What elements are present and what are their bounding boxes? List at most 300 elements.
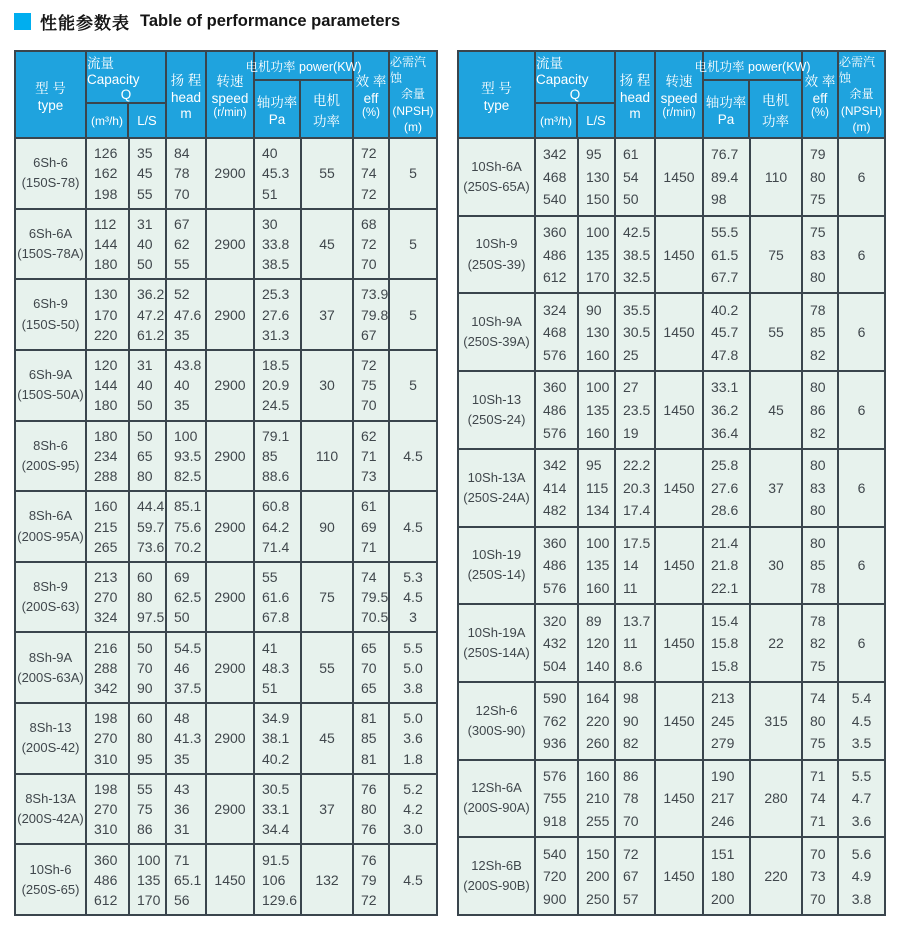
cell-value: 504	[543, 657, 567, 674]
header-npsh-l2: 余量	[400, 87, 425, 102]
cell-value: 67	[174, 215, 190, 232]
motor-power-cell: 110	[751, 139, 803, 215]
cell-value: 50	[623, 191, 639, 208]
capacity-m3h-cell	[536, 217, 579, 293]
cell-value: 3.8	[851, 890, 872, 907]
cell-value: 80	[810, 269, 826, 286]
shaft-power-cell	[704, 528, 751, 604]
shaft-power-cell	[255, 633, 302, 702]
npsh-cell	[839, 761, 884, 837]
model-code: (250S-39A)	[463, 334, 530, 350]
capacity-ls-cell	[579, 372, 616, 448]
efficiency-cell	[803, 217, 839, 293]
cell-value: 71	[174, 851, 190, 868]
cell-value: 30.5	[623, 324, 651, 341]
cell-value: 140	[586, 657, 610, 674]
head-cell	[616, 450, 656, 526]
header-head-en: head	[170, 89, 202, 105]
header-power-group	[245, 52, 362, 137]
head-cell	[616, 139, 656, 215]
model-cell	[16, 845, 87, 914]
cell-value: 220	[94, 326, 118, 343]
shaft-power-cell	[255, 845, 302, 914]
header-capacity-ls: L/S	[137, 113, 157, 128]
capacity-m3h-cell	[536, 528, 579, 604]
cell-value: 5.0	[403, 659, 423, 676]
header-head-unit: m	[180, 105, 192, 121]
npsh-cell: 4.5	[403, 871, 423, 888]
model-code: (250S-65)	[21, 881, 80, 897]
model-name: 10Sh-19A	[467, 624, 526, 640]
npsh-cell	[839, 838, 884, 914]
cell-value: 20.9	[262, 377, 290, 394]
cell-value: 98	[623, 690, 639, 707]
capacity-ls-cell	[130, 139, 167, 208]
model-name: 8Sh-6A	[28, 508, 73, 524]
cell-value: 279	[711, 735, 735, 752]
header-power-title: 电机功率 power(KW)	[255, 52, 352, 81]
cell-value: 3	[409, 609, 417, 626]
cell-value: 100	[586, 223, 610, 240]
model-cell	[459, 139, 536, 215]
cell-value: 54	[623, 168, 639, 185]
cell-value: 468	[543, 168, 567, 185]
model-name: 12Sh-6A	[471, 780, 522, 796]
table-body-left	[16, 137, 436, 914]
cell-value: 57	[623, 890, 639, 907]
header-power-subrow	[255, 81, 352, 137]
cell-value: 81	[361, 710, 377, 727]
cell-value: 5.4	[851, 690, 872, 707]
cell-value: 34.9	[262, 710, 290, 727]
cell-value: 64.2	[262, 518, 290, 535]
cell-value: 11	[623, 635, 638, 652]
cell-value: 310	[94, 821, 118, 838]
shaft-power-cell	[704, 217, 751, 293]
cell-value: 320	[543, 612, 567, 629]
cell-value: 33.8	[262, 235, 290, 252]
cell-value: 70	[174, 185, 190, 202]
motor-power-cell: 30	[751, 528, 803, 604]
header-head-column	[167, 52, 207, 137]
cell-value: 60.8	[262, 498, 290, 515]
cell-value: 76	[361, 780, 377, 797]
cell-value: 36.2	[137, 286, 165, 303]
speed-cell: 1450	[656, 683, 704, 759]
header-speed-en: speed	[660, 91, 698, 106]
cell-value: 5.0	[403, 710, 423, 727]
cell-value: 95	[586, 146, 602, 163]
capacity-m3h-cell	[536, 372, 579, 448]
table-row	[16, 702, 436, 773]
model-cell	[16, 563, 87, 632]
cell-value: 324	[94, 609, 118, 626]
cell-value: 82	[810, 424, 826, 441]
model-code: (150S-50)	[21, 316, 80, 332]
capacity-m3h-cell	[87, 704, 130, 773]
cell-value: 85	[810, 557, 826, 574]
header-model-zh: 型 号	[35, 80, 66, 96]
cell-value: 217	[711, 790, 735, 807]
cell-value: 198	[94, 710, 118, 727]
cell-value: 62	[361, 427, 377, 444]
cell-value: 62	[174, 235, 190, 252]
capacity-m3h-cell	[87, 280, 130, 349]
cell-value: 3.6	[403, 730, 423, 747]
cell-value: 75	[810, 657, 826, 674]
cell-value: 100	[174, 427, 198, 444]
motor-power-cell: 55	[751, 294, 803, 370]
header-eff-en: eff	[363, 91, 379, 106]
speed-cell: 2900	[207, 633, 255, 702]
npsh-cell: 6	[857, 324, 866, 341]
cell-value: 612	[543, 269, 567, 286]
cell-value: 900	[543, 890, 567, 907]
cell-value: 72	[361, 185, 377, 202]
table-row	[459, 681, 884, 759]
cell-value: 85	[262, 447, 278, 464]
cell-value: 95	[137, 750, 153, 767]
cell-value: 55	[137, 185, 153, 202]
cell-value: 310	[94, 750, 118, 767]
cell-value: 78	[810, 612, 826, 629]
model-code: (200S-90A)	[463, 800, 530, 816]
cell-value: 85	[361, 730, 377, 747]
npsh-cell: 6	[857, 557, 866, 574]
header-capacity-m3h: (m³/h)	[536, 104, 578, 137]
cell-value: 130	[586, 324, 610, 341]
model-cell	[459, 294, 536, 370]
cell-value: 70	[361, 397, 377, 414]
cell-value: 89	[586, 612, 602, 629]
model-code: (250S-65A)	[463, 178, 530, 194]
shaft-power-cell	[704, 761, 751, 837]
cell-value: 918	[543, 813, 567, 830]
cell-value: 67.7	[711, 269, 739, 286]
header-motor-power	[301, 81, 352, 137]
cell-value: 100	[586, 534, 610, 551]
model-name: 8Sh-9A	[28, 649, 73, 665]
motor-power-cell: 30	[302, 351, 354, 420]
shaft-power-cell	[704, 372, 751, 448]
cell-value: 61.2	[137, 326, 165, 343]
header-power-subrow	[704, 81, 801, 137]
npsh-cell: 5	[409, 165, 417, 182]
efficiency-cell	[354, 351, 390, 420]
cell-value: 70.5	[361, 609, 389, 626]
cell-value: 40.2	[262, 750, 290, 767]
cell-value: 70	[623, 813, 639, 830]
cell-value: 80	[810, 534, 826, 551]
shaft-power-cell	[255, 563, 302, 632]
cell-value: 126	[94, 145, 118, 162]
header-shaft-unit: Pa	[717, 112, 735, 127]
cell-value: 78	[810, 579, 826, 596]
capacity-m3h-cell	[536, 605, 579, 681]
npsh-cell: 6	[857, 479, 866, 496]
cell-value: 74	[361, 165, 377, 182]
cell-value: 75.6	[174, 518, 202, 535]
cell-value: 360	[543, 223, 567, 240]
header-capacity-q: Q	[569, 87, 581, 102]
motor-power-cell: 55	[302, 633, 354, 702]
motor-power-cell: 315	[751, 683, 803, 759]
header-speed-zh: 转速	[216, 74, 244, 89]
cell-value: 31	[174, 821, 190, 838]
efficiency-cell	[803, 683, 839, 759]
model-name: 6Sh-9A	[28, 367, 73, 383]
header-capacity-subrow	[536, 104, 614, 137]
cell-value: 160	[94, 498, 118, 515]
cell-value: 17.4	[623, 502, 651, 519]
shaft-power-cell	[255, 775, 302, 844]
cell-value: 198	[94, 780, 118, 797]
cell-value: 73.9	[361, 286, 389, 303]
cell-value: 50	[137, 397, 153, 414]
speed-cell: 2900	[207, 422, 255, 491]
motor-power-cell: 75	[751, 217, 803, 293]
table-row	[459, 836, 884, 914]
cell-value: 82.5	[174, 468, 202, 485]
header-npsh-l3: (NPSH)	[392, 103, 434, 118]
motor-power-cell: 45	[751, 372, 803, 448]
cell-value: 80	[137, 589, 153, 606]
header-npsh-l3: (NPSH)	[840, 103, 883, 118]
cell-value: 576	[543, 579, 567, 596]
cell-value: 210	[586, 790, 610, 807]
capacity-m3h-cell	[87, 422, 130, 491]
cell-value: 120	[586, 635, 610, 652]
cell-value: 260	[586, 735, 610, 752]
cell-value: 22.1	[711, 579, 739, 596]
model-name: 10Sh-6	[29, 861, 72, 877]
model-cell	[16, 704, 87, 773]
header-speed-unit: (r/min)	[662, 107, 696, 119]
header-model-column	[16, 52, 87, 137]
performance-table-left	[14, 50, 438, 916]
cell-value: 135	[586, 246, 610, 263]
motor-power-cell: 220	[751, 838, 803, 914]
header-eff-unit: (%)	[362, 107, 380, 119]
cell-value: 360	[94, 851, 118, 868]
header-model-en: type	[37, 97, 64, 113]
head-cell	[616, 372, 656, 448]
cell-value: 4.5	[851, 712, 872, 729]
cell-value: 67	[623, 868, 639, 885]
cell-value: 71	[810, 813, 826, 830]
cell-value: 76.7	[711, 146, 739, 163]
model-name: 6Sh-6	[33, 155, 68, 171]
head-cell	[167, 422, 207, 491]
cell-value: 80	[810, 457, 826, 474]
capacity-ls-cell	[579, 450, 616, 526]
cell-value: 74	[361, 568, 377, 585]
cell-value: 36	[174, 801, 190, 818]
head-cell	[616, 217, 656, 293]
model-cell	[16, 422, 87, 491]
model-cell	[459, 450, 536, 526]
title-accent-square-icon	[14, 13, 31, 30]
cell-value: 164	[586, 690, 610, 707]
cell-value: 45.7	[711, 324, 739, 341]
cell-value: 43	[174, 780, 190, 797]
cell-value: 90	[586, 301, 602, 318]
cell-value: 150	[586, 845, 610, 862]
header-capacity-zh: 流量Capacity	[87, 56, 140, 87]
cell-value: 67.8	[262, 609, 290, 626]
cell-value: 71	[361, 538, 377, 555]
cell-value: 414	[543, 479, 567, 496]
page-title-en: Table of performance parameters	[140, 12, 401, 30]
cell-value: 27.6	[711, 479, 739, 496]
cell-value: 80	[137, 730, 153, 747]
cell-value: 72	[361, 891, 377, 908]
table-row	[16, 631, 436, 702]
capacity-m3h-cell	[536, 761, 579, 837]
cell-value: 540	[543, 191, 567, 208]
cell-value: 342	[94, 679, 118, 696]
motor-power-cell: 55	[302, 139, 354, 208]
table-header	[459, 52, 884, 137]
motor-power-cell: 37	[751, 450, 803, 526]
cell-value: 70	[810, 845, 826, 862]
cell-value: 30	[262, 215, 278, 232]
cell-value: 32.5	[623, 269, 651, 286]
cell-value: 80	[361, 801, 377, 818]
capacity-m3h-cell	[87, 492, 130, 561]
cell-value: 160	[586, 346, 610, 363]
cell-value: 468	[543, 324, 567, 341]
npsh-cell	[390, 704, 436, 773]
cell-value: 25	[623, 346, 639, 363]
motor-power-cell: 37	[302, 280, 354, 349]
model-name: 8Sh-9	[33, 579, 68, 595]
cell-value: 288	[94, 659, 118, 676]
cell-value: 245	[711, 712, 735, 729]
cell-value: 75	[361, 377, 377, 394]
speed-cell: 1450	[656, 294, 704, 370]
cell-value: 215	[94, 518, 118, 535]
head-cell	[167, 845, 207, 914]
model-name: 12Sh-6B	[471, 858, 522, 874]
capacity-ls-cell	[579, 605, 616, 681]
cell-value: 72	[623, 845, 639, 862]
cell-value: 50	[174, 609, 190, 626]
shaft-power-cell	[704, 683, 751, 759]
header-capacity-m3h: (m³/h)	[87, 104, 129, 137]
header-head-zh: 扬 程	[170, 72, 202, 88]
cell-value: 482	[543, 502, 567, 519]
cell-value: 20.3	[623, 479, 651, 496]
cell-value: 135	[137, 871, 161, 888]
cell-value: 120	[94, 357, 118, 374]
cell-value: 90	[137, 679, 153, 696]
model-name: 8Sh-6	[33, 437, 68, 453]
cell-value: 65.1	[174, 871, 202, 888]
npsh-cell: 5	[409, 377, 417, 394]
header-capacity-subrow	[87, 104, 165, 137]
model-code: (200S-63A)	[17, 669, 84, 685]
cell-value: 150	[586, 191, 610, 208]
capacity-m3h-cell	[87, 351, 130, 420]
model-cell	[16, 492, 87, 561]
cell-value: 70	[361, 256, 377, 273]
page-title	[14, 9, 400, 34]
cell-value: 250	[586, 890, 610, 907]
efficiency-cell	[354, 775, 390, 844]
cell-value: 79.5	[361, 589, 389, 606]
cell-value: 72	[361, 357, 377, 374]
capacity-ls-cell	[130, 845, 167, 914]
cell-value: 88.6	[262, 468, 290, 485]
table-row	[16, 490, 436, 561]
cell-value: 270	[94, 589, 118, 606]
table-row	[16, 349, 436, 420]
speed-cell: 1450	[656, 528, 704, 604]
cell-value: 19	[623, 424, 639, 441]
cell-value: 70	[137, 659, 153, 676]
model-cell	[16, 139, 87, 208]
cell-value: 324	[543, 301, 567, 318]
cell-value: 8.6	[623, 657, 643, 674]
npsh-cell: 5	[409, 306, 417, 323]
cell-value: 60	[137, 568, 153, 585]
cell-value: 65	[361, 679, 377, 696]
model-code: (300S-90)	[467, 722, 526, 738]
motor-power-cell: 75	[302, 563, 354, 632]
cell-value: 265	[94, 538, 118, 555]
cell-value: 56	[174, 891, 190, 908]
model-cell	[16, 775, 87, 844]
speed-cell: 1450	[656, 372, 704, 448]
head-cell	[616, 761, 656, 837]
cell-value: 160	[586, 767, 610, 784]
cell-value: 75	[137, 801, 153, 818]
motor-power-cell: 110	[302, 422, 354, 491]
header-head-unit: m	[629, 105, 641, 121]
cell-value: 3.6	[851, 813, 872, 830]
model-name: 8Sh-13	[29, 720, 72, 736]
cell-value: 90	[623, 712, 639, 729]
cell-value: 55	[137, 780, 153, 797]
motor-power-cell: 280	[751, 761, 803, 837]
header-power-title: 电机功率 power(KW)	[704, 52, 801, 81]
cell-value: 24.5	[262, 397, 290, 414]
cell-value: 73.6	[137, 538, 165, 555]
cell-value: 15.8	[711, 635, 739, 652]
cell-value: 80	[810, 712, 826, 729]
cell-value: 55.5	[711, 223, 739, 240]
cell-value: 85.1	[174, 498, 202, 515]
cell-value: 35	[137, 145, 153, 162]
head-cell	[616, 294, 656, 370]
npsh-cell: 4.5	[403, 518, 423, 535]
cell-value: 76	[361, 821, 377, 838]
cell-value: 89.4	[711, 168, 739, 185]
capacity-ls-cell	[130, 210, 167, 279]
shaft-power-cell	[704, 605, 751, 681]
cell-value: 45.3	[262, 165, 290, 182]
header-shaft-zh: 轴功率	[256, 95, 298, 110]
header-motor-zh1: 电机	[762, 92, 790, 108]
head-cell	[167, 351, 207, 420]
cell-value: 65	[361, 639, 377, 656]
header-npsh-column	[839, 52, 884, 137]
cell-value: 15.8	[711, 657, 739, 674]
npsh-cell: 6	[857, 635, 866, 652]
efficiency-cell	[354, 704, 390, 773]
model-code: (150S-50A)	[17, 387, 84, 403]
